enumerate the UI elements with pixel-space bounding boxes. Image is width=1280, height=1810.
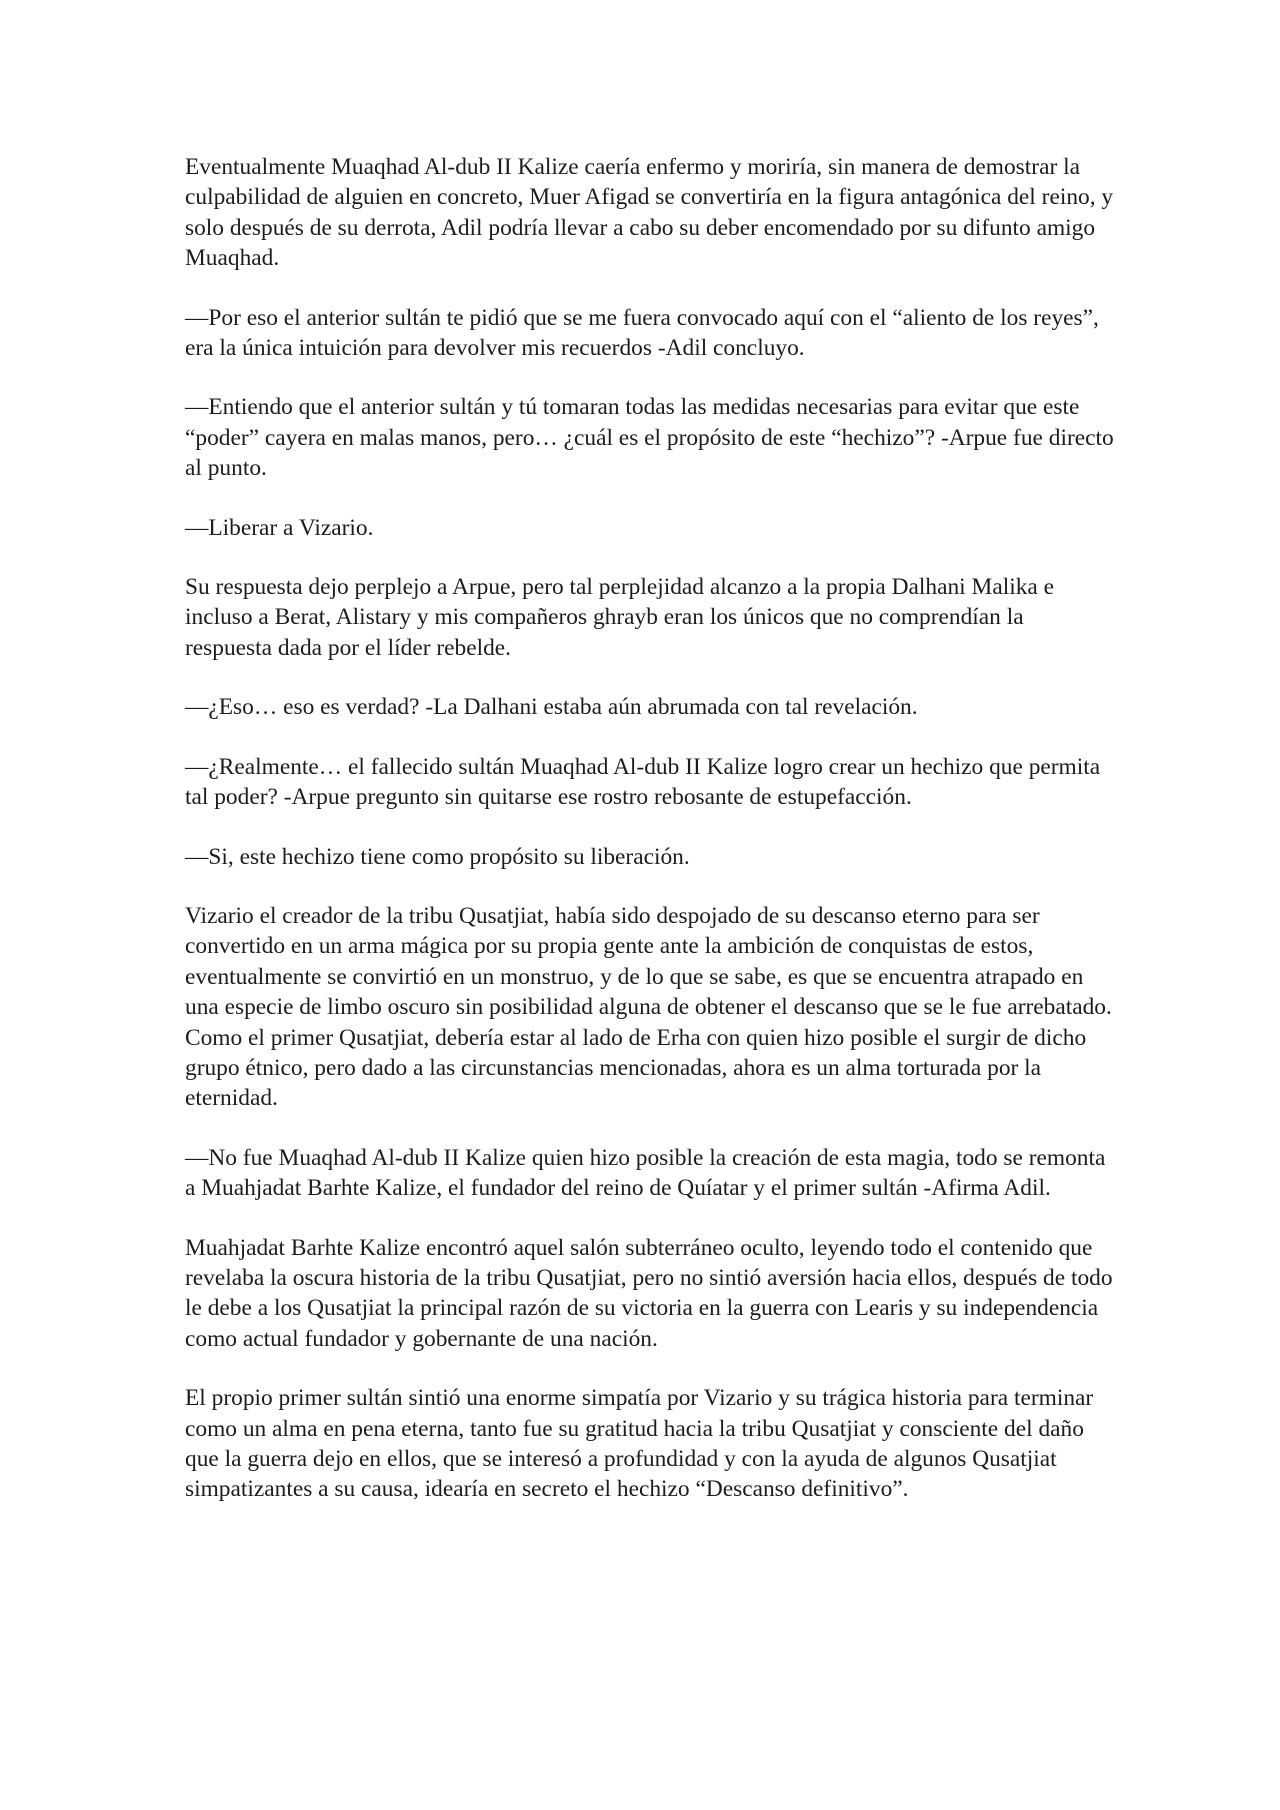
paragraph: Vizario el creador de la tribu Qusatjiat, había sido despojado de su descanso eterno para ser convertido en un arma mágica por su propia gente ante la ambición de conquistas de estos, eventualmente se convirtió en un monstruo, y de lo que se sabe, es que se encuentra atrapado en una especie de limbo oscuro sin posibilidad alguna de obtener el descanso que se le fue arrebatado. Como el primer Qusatjiat, debería estar al lado de Erha con quien hizo posible el surgir de dicho grupo étnico, pero dado a las circunstancias mencionadas, ahora es un alma torturada por la eternidad.	[185, 902, 1112, 1112]
paragraph: Muahjadat Barhte Kalize encontró aquel salón subterráneo oculto, leyendo todo el contenido que revelaba la oscura historia de la tribu Qusatjiat, pero no sintió aversión hacia ellos, después de todo le debe a los Qusatjiat la principal razón de su victoria en la guerra con Learis y su independencia como actual fundador y gobernante de una nación.	[185, 1234, 1113, 1352]
paragraph: Eventualmente Muaqhad Al-dub II Kalize caería enfermo y moriría, sin manera de demostrar la culpabilidad de alguien en concreto, Muer Afigad se convertiría en la figura antagónica del reino, y solo después de su derrota, Adil podría llevar a cabo su deber encomendado por su difunto amigo Muaqhad.	[185, 154, 1114, 272]
paragraph: —Si, este hechizo tiene como propósito su liberación.	[185, 843, 690, 870]
paragraph: —Liberar a Vizario.	[185, 514, 374, 541]
document-body	[185, 152, 1115, 1505]
paragraph: Su respuesta dejo perplejo a Arpue, pero tal perplejidad alcanzo a la propia Dalhani Malika e incluso a Berat, Alistary y mis compañeros ghrayb eran los únicos que no comprendían la respuesta dada por el líder rebelde.	[185, 574, 1055, 661]
paragraph: —No fue Muaqhad Al-dub II Kalize quien hizo posible la creación de esta magia, todo se remonta a Muahjadat Barhte Kalize, el fundador del reino de Quíatar y el primer sultán -Afirma Adil.	[185, 1144, 1106, 1202]
paragraph: —Por eso el anterior sultán te pidió que se me fuera convocado aquí con el “aliento de los reyes”, era la única intuición para devolver mis recuerdos -Adil concluyo.	[185, 304, 1099, 362]
paragraph: —¿Eso… eso es verdad? -La Dalhani estaba aún abrumada con tal revelación.	[185, 694, 918, 721]
paragraph: —Entiendo que el anterior sultán y tú tomaran todas las medidas necesarias para evitar que este “poder” cayera en malas manos, pero… ¿cuál es el propósito de este “hechizo”? -Arpue fue directo al punto.	[185, 394, 1114, 482]
paragraph: —¿Realmente… el fallecido sultán Muaqhad Al-dub II Kalize logro crear un hechizo que permita tal poder? -Arpue pregunto sin quitarse ese rostro rebosante de estupefacción.	[185, 753, 1101, 811]
paragraph: El propio primer sultán sintió una enorme simpatía por Vizario y su trágica historia para terminar como un alma en pena eterna, tanto fue su gratitud hacia la tribu Qusatjiat y consciente del daño que la guerra dejo en ellos, que se interesó a profundidad y con la ayuda de algunos Qusatjiat simpatizantes a su causa, idearía en secreto el hechizo “Descanso definitivo”.	[185, 1385, 1094, 1503]
